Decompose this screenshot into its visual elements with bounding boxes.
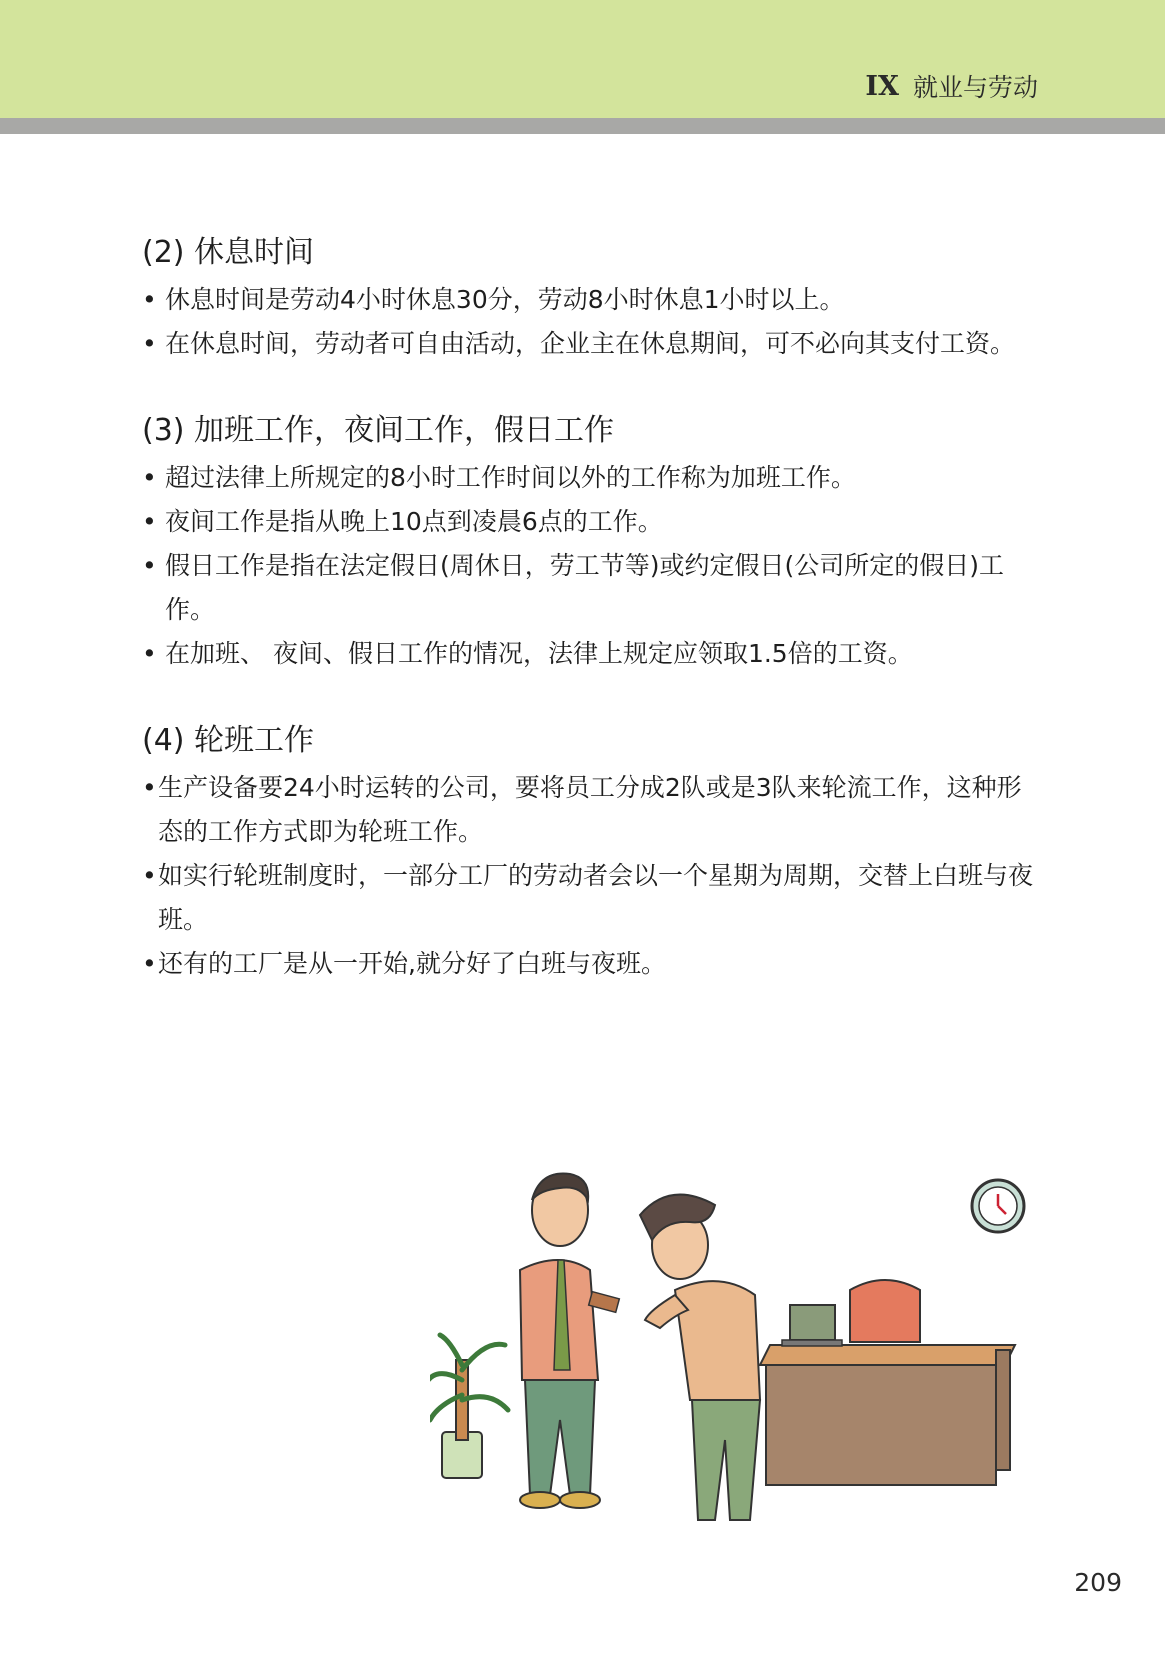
- chapter-header: [865, 66, 1038, 106]
- item-text: 假日工作是指在法定假日(周休日，劳工节等)或约定假日(公司所定的假日)工作。: [165, 551, 1005, 624]
- list-item: [142, 632, 1042, 676]
- section-rest-time: [142, 228, 1042, 366]
- page-number: 209: [1074, 1568, 1122, 1597]
- section-heading: (3) 加班工作，夜间工作，假日工作: [142, 413, 615, 448]
- bullet: •: [142, 773, 157, 802]
- desk: [760, 1280, 1015, 1485]
- bullet: •: [142, 639, 157, 668]
- chapter-number: IX: [865, 70, 899, 102]
- item-text: 生产设备要24小时运转的公司，要将员工分成2队或是3队来轮流工作，这种形态的工作方式即为轮班工作。: [158, 773, 1022, 846]
- list-item: [142, 854, 1042, 942]
- section-heading: (4) 轮班工作: [142, 723, 315, 758]
- potted-plant: [430, 1335, 508, 1478]
- section-overtime: [142, 406, 1042, 676]
- list-item: [142, 322, 1042, 366]
- item-text: 休息时间是劳动4小时休息30分，劳动8小时休息1小时以上。: [165, 285, 845, 314]
- bullet: •: [142, 463, 157, 492]
- person-receiving-envelope: [640, 1195, 760, 1520]
- bullet: •: [142, 551, 157, 580]
- list-item: [142, 456, 1042, 500]
- bullet: •: [142, 949, 157, 978]
- list-item: [142, 500, 1042, 544]
- bullet: •: [142, 507, 157, 536]
- list-item: [142, 278, 1042, 322]
- person-giving-envelope: [520, 1174, 619, 1508]
- item-text: 在休息时间，劳动者可自由活动，企业主在休息期间，可不必向其支付工资。: [165, 329, 1016, 358]
- header-divider: [0, 118, 1165, 134]
- item-text: 还有的工厂是从一开始,就分好了白班与夜班。: [158, 949, 666, 978]
- section-shift-work: [142, 716, 1042, 986]
- page-content: [142, 228, 1042, 1026]
- section-heading: (2) 休息时间: [142, 235, 315, 270]
- list-item: [142, 766, 1042, 854]
- wall-clock-icon: [972, 1180, 1024, 1232]
- bullet: •: [142, 285, 157, 314]
- item-text: 超过法律上所规定的8小时工作时间以外的工作称为加班工作。: [165, 463, 856, 492]
- bullet: •: [142, 329, 157, 358]
- item-text: 如实行轮班制度时，一部分工厂的劳动者会以一个星期为周期，交替上白班与夜班。: [158, 861, 1034, 934]
- office-illustration: [430, 1170, 1050, 1530]
- item-text: 在加班、 夜间、假日工作的情况，法律上规定应领取1.5倍的工资。: [165, 639, 913, 668]
- list-item: [142, 544, 1042, 632]
- item-text: 夜间工作是指从晚上10点到凌晨6点的工作。: [165, 507, 663, 536]
- list-item: [142, 942, 1042, 986]
- chapter-title: 就业与劳动: [912, 73, 1038, 102]
- bullet: •: [142, 861, 157, 890]
